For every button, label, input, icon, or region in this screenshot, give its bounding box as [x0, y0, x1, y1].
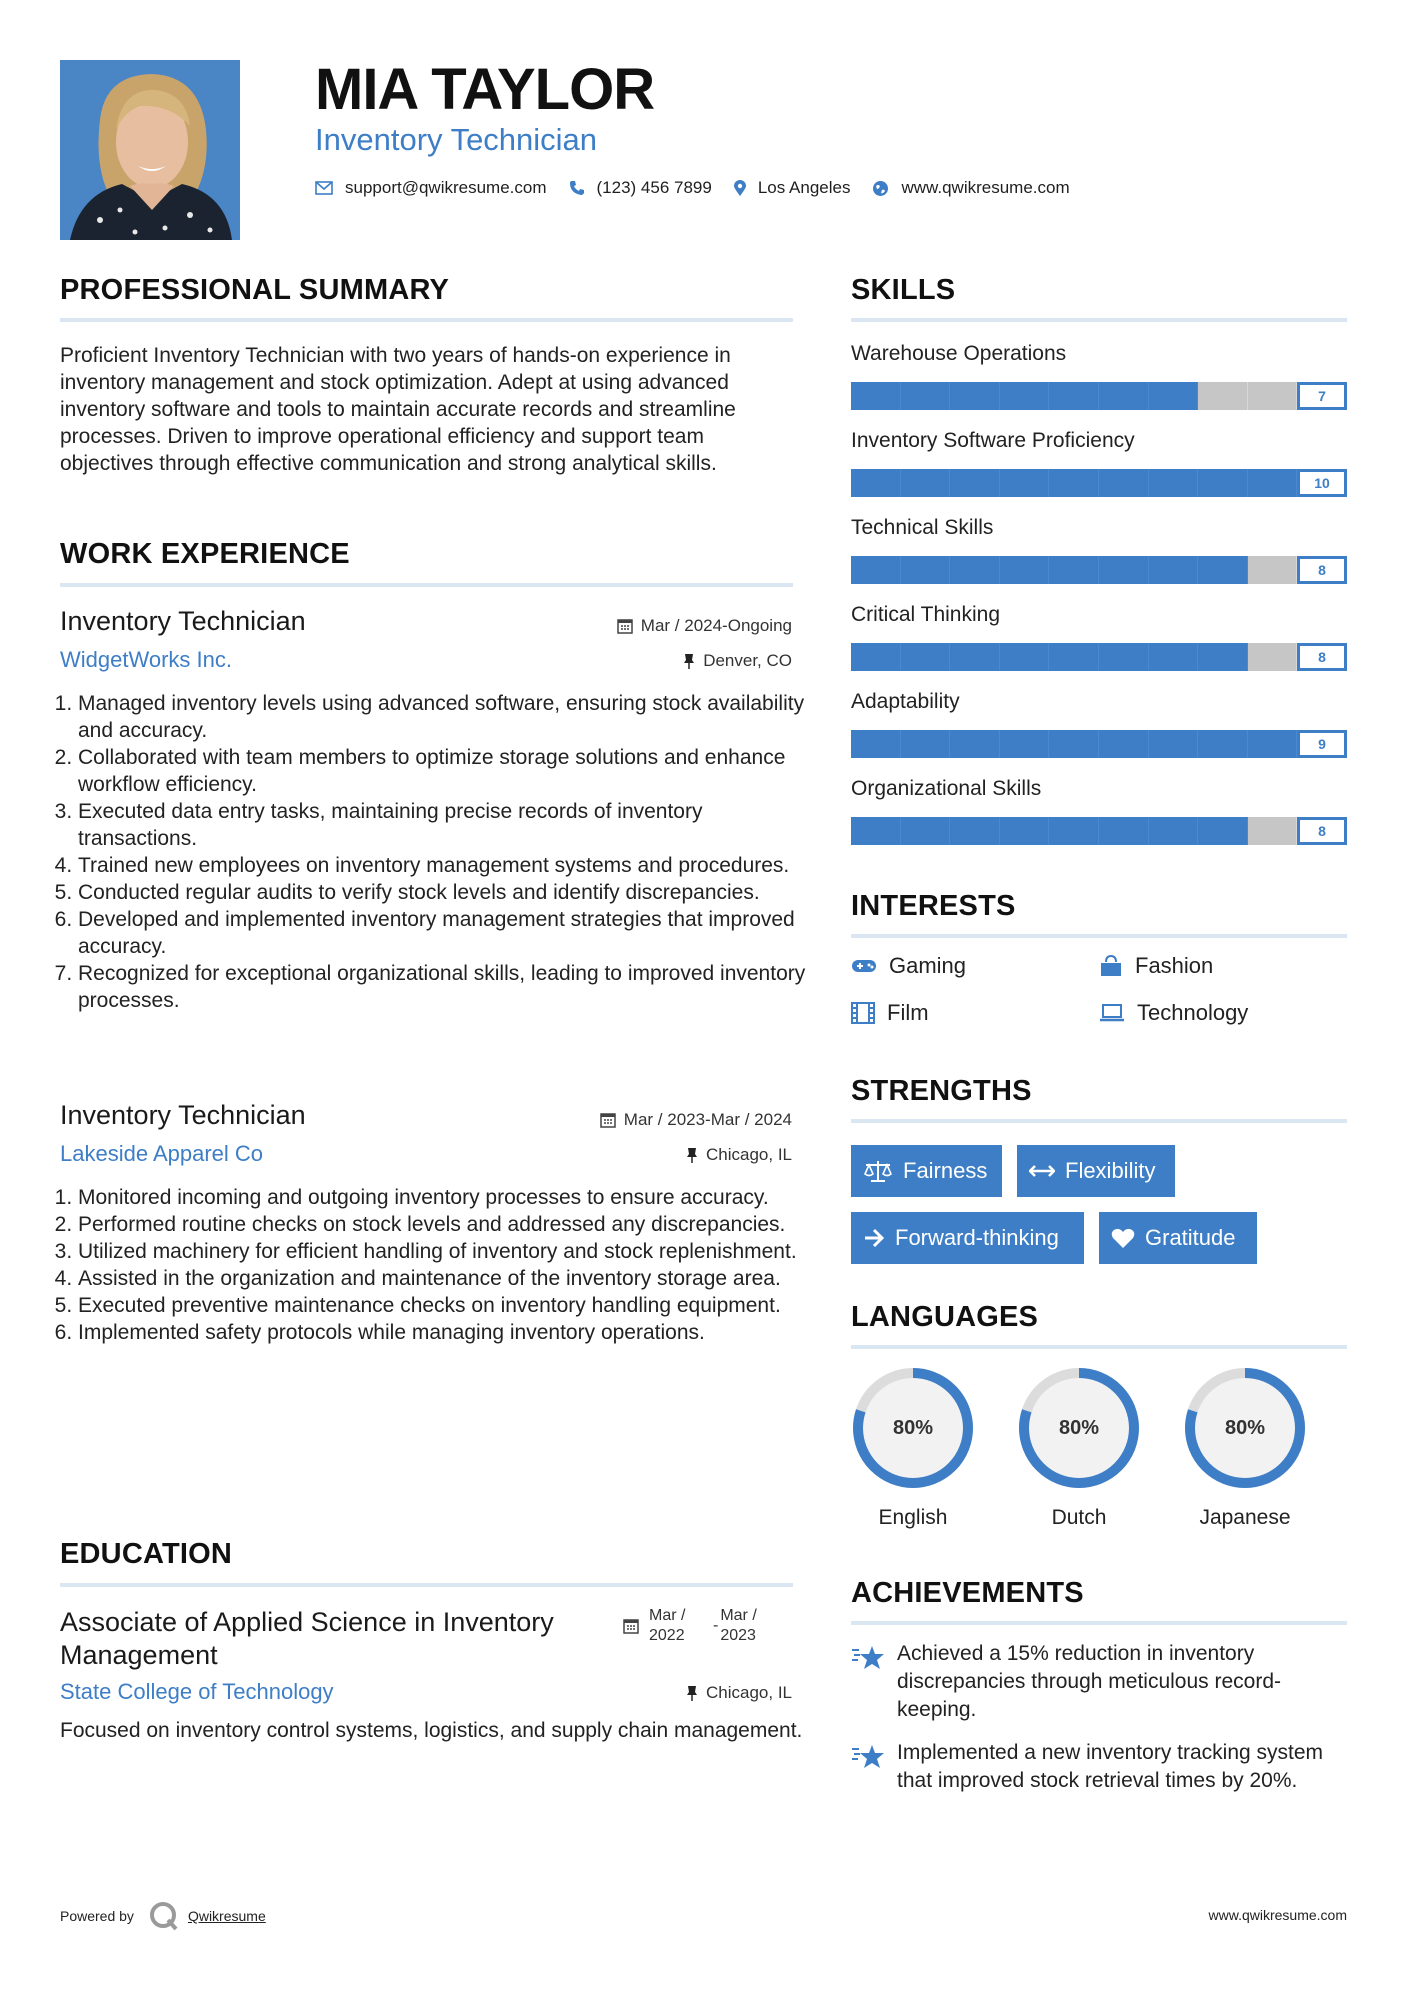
- skill-label: Organizational Skills: [851, 777, 1042, 800]
- strength-label: Fairness: [903, 1158, 988, 1183]
- skill-bar-segment: [901, 556, 951, 584]
- candidate-name: MIA TAYLOR: [315, 57, 655, 122]
- list-item: 6. Implemented safety protocols while managing inventory operations.: [78, 1319, 826, 1346]
- job-duties-list: [52, 690, 826, 1014]
- list-item: 1. Monitored incoming and outgoing inventory processes to ensure accuracy.: [78, 1184, 826, 1211]
- language-progress-ring: [1183, 1366, 1307, 1490]
- language-percent: 80%: [1224, 1417, 1266, 1439]
- achievement-item: [851, 1640, 1351, 1724]
- list-item: 7. Recognized for exceptional organizational skills, leading to improved inventory processes.: [78, 960, 826, 1014]
- interest-label: Technology: [1137, 1000, 1249, 1025]
- education-dates: [623, 1606, 784, 1646]
- skill-level-value: 8: [1297, 817, 1347, 845]
- job-title: Inventory Technician: [60, 1100, 306, 1130]
- language-name: English: [878, 1506, 948, 1529]
- skill-bar-segment: [1149, 469, 1199, 497]
- skill-bar-segment: [1049, 643, 1099, 671]
- pushpin-icon: [686, 1147, 698, 1164]
- job-company: Lakeside Apparel Co: [60, 1141, 264, 1166]
- skill-label: Inventory Software Proficiency: [851, 429, 1135, 452]
- job-location: [686, 1145, 792, 1165]
- list-item: 4. Trained new employees on inventory management systems and procedures.: [78, 852, 826, 879]
- footer-website[interactable]: www.qwikresume.com: [1208, 1907, 1347, 1923]
- skill-bar-segment: [1000, 817, 1050, 845]
- skill-bar-segment: [901, 817, 951, 845]
- skill-bar-segment: [1049, 382, 1099, 410]
- strength-badge: [1099, 1212, 1257, 1264]
- skill-label: Adaptability: [851, 690, 960, 713]
- skill-level-value: 7: [1297, 382, 1347, 410]
- skill-bar-segment: [1149, 817, 1199, 845]
- summary-text: Proficient Inventory Technician with two years of hands-on experience in inventory management and stock optimization. Adept at using advanced inventory software and tools to maintain accurate records and streamline processes. Driven to improve operational efficiency and support team objectives through effective communication and strong analytical skills.: [60, 344, 736, 475]
- language-name: Dutch: [1051, 1506, 1107, 1529]
- skill-label: Technical Skills: [851, 516, 994, 539]
- skill-label: Warehouse Operations: [851, 342, 1067, 365]
- language-percent: 80%: [1058, 1417, 1100, 1439]
- skill-level-bar: [851, 643, 1347, 671]
- interest-item: [851, 1000, 929, 1026]
- skill-bar-segment: [1049, 817, 1099, 845]
- skill-bar-segment: [1149, 382, 1199, 410]
- list-item: 5. Conducted regular audits to verify stock levels and identify discrepancies.: [78, 879, 826, 906]
- skill-bar-segment: [1000, 556, 1050, 584]
- map-marker-icon: [734, 180, 746, 197]
- calendar-icon: [617, 618, 633, 634]
- skill-bar-segment: [851, 469, 901, 497]
- contact-bar: [315, 178, 1092, 198]
- interest-label: Film: [887, 1000, 929, 1025]
- interest-item: [1099, 953, 1213, 979]
- skill-level-bar: [851, 382, 1347, 410]
- profile-photo: [60, 60, 240, 240]
- skill-bar-segment: [1099, 643, 1149, 671]
- interest-label: Fashion: [1135, 953, 1214, 978]
- pushpin-icon: [683, 653, 695, 670]
- skill-bar-segment: [1248, 643, 1298, 671]
- interest-label: Gaming: [889, 953, 967, 978]
- skill-bar-segment: [950, 643, 1000, 671]
- section-divider: [60, 318, 793, 322]
- section-divider: [60, 583, 793, 587]
- education-school: State College of Technology: [60, 1679, 334, 1704]
- contact-email[interactable]: [315, 178, 547, 198]
- achievement-text: Achieved a 15% reduction in inventory discrepancies through meticulous record-keeping.: [897, 1642, 1282, 1721]
- strength-label: Flexibility: [1065, 1158, 1156, 1183]
- globe-icon: [872, 180, 889, 197]
- achievement-text: Implemented a new inventory tracking system that improved stock retrieval times by 20%.: [897, 1741, 1324, 1792]
- skill-level-value: 8: [1297, 643, 1347, 671]
- language-name: Japanese: [1199, 1506, 1291, 1529]
- skill-bar-segment: [1049, 730, 1099, 758]
- candidate-title: Inventory Technician: [315, 122, 598, 157]
- skill-bar-segment: [1198, 382, 1248, 410]
- skill-level-value: 9: [1297, 730, 1347, 758]
- language-progress-ring: [851, 1366, 975, 1490]
- qwikresume-logo-icon: [148, 1900, 182, 1932]
- skill-bar-segment: [901, 382, 951, 410]
- interest-item: [1099, 1000, 1248, 1026]
- section-title-achievements: ACHIEVEMENTS: [851, 1577, 1084, 1609]
- skill-bar-segment: [950, 730, 1000, 758]
- skill-bar-segment: [1248, 817, 1298, 845]
- skill-bar-segment: [851, 730, 901, 758]
- skill-bar-segment: [1248, 556, 1298, 584]
- section-divider: [851, 318, 1347, 322]
- education-description: Focused on inventory control systems, logistics, and supply chain management.: [60, 1719, 803, 1742]
- skill-level-value: 10: [1297, 469, 1347, 497]
- job-title: Inventory Technician: [60, 606, 306, 636]
- skill-bar-segment: [1248, 382, 1298, 410]
- skill-level-value: 8: [1297, 556, 1347, 584]
- section-title-strengths: STRENGTHS: [851, 1075, 1032, 1107]
- skill-bar-segment: [1000, 382, 1050, 410]
- pushpin-icon: [686, 1685, 698, 1702]
- language-progress-ring: [1017, 1366, 1141, 1490]
- skill-bar-segment: [901, 643, 951, 671]
- education-end-date: Mar / 2023: [720, 1607, 757, 1644]
- gamepad-icon: [851, 957, 877, 975]
- education-location-text: Chicago, IL: [706, 1683, 792, 1702]
- skill-level-bar: [851, 556, 1347, 584]
- strength-label: Forward-thinking: [895, 1225, 1059, 1250]
- language-item: [1183, 1366, 1307, 1530]
- website-text: www.qwikresume.com: [901, 178, 1070, 197]
- section-title-summary: PROFESSIONAL SUMMARY: [60, 274, 450, 306]
- skill-bar-segment: [950, 469, 1000, 497]
- laptop-icon: [1099, 1004, 1125, 1022]
- education-date-separator: -: [713, 1617, 719, 1634]
- achievement-item: [851, 1739, 1351, 1795]
- contact-location: [734, 178, 851, 198]
- skill-bar-segment: [1099, 382, 1149, 410]
- skill-level-bar: [851, 730, 1347, 758]
- list-item: 3. Executed data entry tasks, maintaining precise records of inventory transactions.: [78, 798, 826, 852]
- job-dates-text: Mar / 2024-Ongoing: [640, 616, 792, 635]
- calendar-icon: [600, 1112, 616, 1128]
- skill-label: Critical Thinking: [851, 603, 1000, 626]
- skill-bar-segment: [1198, 730, 1248, 758]
- job-dates: [600, 1110, 792, 1130]
- skill-bar-segment: [901, 730, 951, 758]
- education-start-date: Mar / 2022: [649, 1607, 686, 1644]
- skill-bar-segment: [1198, 643, 1248, 671]
- section-divider: [851, 1119, 1347, 1123]
- job-location: [683, 651, 792, 671]
- location-text: Los Angeles: [757, 178, 851, 197]
- phone-text: (123) 456 7899: [596, 178, 712, 197]
- section-title-languages: LANGUAGES: [851, 1301, 1039, 1333]
- list-item: 3. Utilized machinery for efficient handling of inventory and stock replenishment.: [78, 1238, 826, 1265]
- email-text: support@qwikresume.com: [345, 178, 547, 197]
- skill-bar-segment: [1248, 469, 1298, 497]
- skill-bar-segment: [1049, 556, 1099, 584]
- arrows-horizontal-icon: [1029, 1164, 1055, 1178]
- strength-badge: [851, 1212, 1084, 1264]
- skill-bar-segment: [950, 817, 1000, 845]
- interest-item: [851, 953, 966, 979]
- skill-bar-segment: [1198, 817, 1248, 845]
- skill-bar-segment: [851, 643, 901, 671]
- skill-bar-segment: [851, 817, 901, 845]
- skill-bar-segment: [1000, 730, 1050, 758]
- job-location-text: Denver, CO: [703, 651, 792, 670]
- phone-icon: [569, 180, 585, 196]
- strength-badge: [851, 1145, 1002, 1197]
- skill-bar-segment: [1000, 469, 1050, 497]
- skill-bar-segment: [1000, 643, 1050, 671]
- list-item: 4. Assisted in the organization and maintenance of the inventory storage area.: [78, 1265, 826, 1292]
- arrow-right-icon: [863, 1228, 885, 1248]
- list-item: 6. Developed and implemented inventory management strategies that improved accuracy.: [78, 906, 826, 960]
- skill-bar-segment: [950, 382, 1000, 410]
- section-divider: [851, 1345, 1347, 1349]
- strength-label: Gratitude: [1145, 1225, 1236, 1250]
- section-title-experience: WORK EXPERIENCE: [60, 538, 350, 570]
- skill-bar-segment: [1248, 730, 1298, 758]
- education-location: [686, 1683, 792, 1703]
- skill-level-bar: [851, 469, 1347, 497]
- award-star-icon: [851, 1743, 885, 1771]
- shopping-bag-icon: [1099, 955, 1123, 977]
- language-item: [1017, 1366, 1141, 1530]
- skill-bar-segment: [851, 556, 901, 584]
- list-item: 2. Collaborated with team members to optimize storage solutions and enhance workflow efficiency.: [78, 744, 826, 798]
- skill-bar-segment: [1198, 556, 1248, 584]
- job-company: WidgetWorks Inc.: [60, 647, 232, 672]
- list-item: 2. Performed routine checks on stock levels and addressed any discrepancies.: [78, 1211, 826, 1238]
- skill-bar-segment: [1099, 817, 1149, 845]
- job-dates-text: Mar / 2023-Mar / 2024: [623, 1110, 792, 1129]
- section-divider: [851, 1621, 1347, 1625]
- powered-by: [60, 1900, 266, 1932]
- skill-bar-segment: [1099, 556, 1149, 584]
- section-title-skills: SKILLS: [851, 274, 956, 306]
- skill-bar-segment: [1149, 556, 1199, 584]
- powered-by-label: Powered by: [60, 1908, 134, 1924]
- contact-website[interactable]: [872, 178, 1069, 198]
- job-location-text: Chicago, IL: [706, 1145, 792, 1164]
- contact-phone[interactable]: [569, 178, 712, 198]
- skill-bar-segment: [901, 469, 951, 497]
- list-item: 1. Managed inventory levels using advanced software, ensuring stock availability and accuracy.: [78, 690, 826, 744]
- section-title-interests: INTERESTS: [851, 890, 1016, 922]
- language-percent: 80%: [892, 1417, 934, 1439]
- list-item: 5. Executed preventive maintenance checks on inventory handling equipment.: [78, 1292, 826, 1319]
- skill-bar-segment: [1099, 469, 1149, 497]
- skill-bar-segment: [1099, 730, 1149, 758]
- section-divider: [851, 934, 1347, 938]
- envelope-icon: [315, 181, 333, 195]
- film-icon: [851, 1002, 875, 1024]
- skill-level-bar: [851, 817, 1347, 845]
- skill-bar-segment: [1049, 469, 1099, 497]
- qwikresume-link[interactable]: Qwikresume: [187, 1908, 266, 1924]
- job-dates: [617, 616, 792, 636]
- language-item: [851, 1366, 975, 1530]
- skill-bar-segment: [1149, 730, 1199, 758]
- heart-icon: [1111, 1227, 1135, 1249]
- section-title-education: EDUCATION: [60, 1538, 233, 1570]
- skill-bar-segment: [1149, 643, 1199, 671]
- skill-bar-segment: [851, 382, 901, 410]
- skill-bar-segment: [1198, 469, 1248, 497]
- calendar-icon: [623, 1618, 639, 1634]
- award-star-icon: [851, 1644, 885, 1672]
- section-divider: [60, 1583, 793, 1587]
- balance-scale-icon: [863, 1159, 893, 1183]
- skill-bar-segment: [950, 556, 1000, 584]
- education-degree: Associate of Applied Science in Inventory Management: [60, 1607, 554, 1670]
- strength-badge: [1017, 1145, 1175, 1197]
- job-duties-list: [52, 1184, 826, 1346]
